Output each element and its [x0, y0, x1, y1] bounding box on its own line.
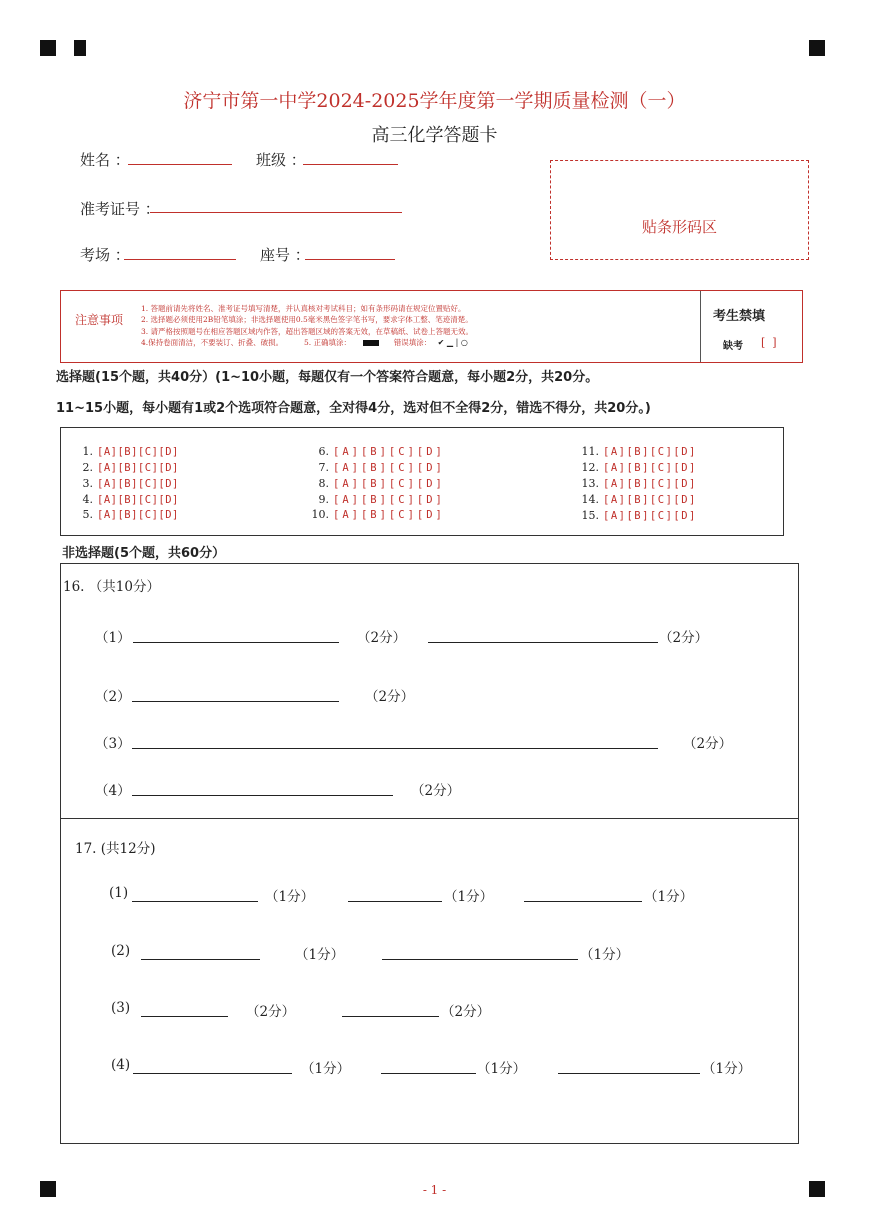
question-number: 4.	[82, 493, 93, 506]
q16-part-2-answer[interactable]	[132, 701, 339, 702]
q17-part-2-answer-b[interactable]	[382, 959, 578, 960]
q17-part-1-answer-c[interactable]	[524, 901, 642, 902]
notice-list	[141, 303, 701, 348]
correct-fill-sample	[363, 340, 379, 346]
name-field[interactable]	[128, 164, 232, 165]
choice-row[interactable]	[301, 490, 445, 506]
q16-part-1-score-b: （2分）	[659, 630, 709, 646]
choice-section-title: 选择题(15个题，共40分）(1~10小题，每题仅有一个答案符合题意，每小题2分，共20分。	[56, 370, 599, 385]
registration-mark-top-left-1	[40, 40, 56, 56]
q16-part-3-answer[interactable]	[132, 748, 658, 749]
q16-part-1-answer-b[interactable]	[428, 642, 658, 643]
wrong-fill-marks: ✔ ▁ | ○	[437, 337, 468, 347]
class-field[interactable]	[303, 164, 398, 165]
absent-label: 缺考	[723, 341, 743, 352]
q17-part-1-answer-b[interactable]	[348, 901, 442, 902]
choice-row[interactable]	[573, 506, 697, 522]
q17-part-3-score-b: （2分）	[441, 1004, 491, 1020]
q17-part-3-answer-a[interactable]	[141, 1016, 228, 1017]
page-number: - 1 -	[422, 1183, 447, 1197]
q16-part-1-answer-a[interactable]	[133, 642, 339, 643]
q16-part-3-score: （2分）	[683, 736, 733, 752]
choice-options[interactable]: [A][B][C][D]	[603, 478, 697, 490]
q16-part-4-label: （4）	[95, 783, 131, 799]
choice-row[interactable]	[61, 490, 179, 506]
page-title: 济宁市第一中学2024-2025学年度第一学期质量检测（一）	[183, 90, 686, 112]
choice-row[interactable]	[573, 490, 697, 506]
choice-row[interactable]	[573, 442, 697, 458]
q16-part-2-label: （2）	[95, 689, 131, 705]
notice-item-2: 2. 选择题必须使用2B铅笔填涂；非选择题使用0.5毫米黑色签字笔书写，要求字体工整、笔迹清楚。	[141, 315, 473, 325]
choice-options[interactable]: [A][B][C][D]	[333, 478, 445, 490]
question-number: 6.	[318, 445, 329, 458]
question-16-box	[60, 563, 799, 819]
q16-part-1-score-a: （2分）	[357, 630, 407, 646]
choice-grid	[60, 427, 784, 536]
choice-section-rule: 11~15小题，每小题有1或2个选项符合题意，全对得4分，选对但不全得2分，错选不得分，共20分。)	[56, 401, 651, 416]
choice-options[interactable]: [A][B][C][D]	[603, 494, 697, 506]
choice-options[interactable]: [A][B][C][D]	[333, 462, 445, 474]
notice-box	[60, 290, 803, 363]
notice-item-3: 3. 请严格按照题号在相应答题区域内作答，超出答题区域的答案无效，在草稿纸、试卷上答题无效。	[141, 326, 474, 336]
notice-item-5: 5. 正确填涂：	[303, 337, 351, 347]
choice-options[interactable]: [A][B][C][D]	[97, 494, 179, 506]
exam-room-label: 考场 ：	[80, 246, 130, 264]
barcode-area	[550, 160, 809, 260]
ticket-label: 准考证号 ：	[80, 200, 160, 218]
absent-checkbox[interactable]: [ ]	[761, 336, 777, 349]
question-number: 8.	[318, 477, 329, 490]
registration-mark-top-right	[809, 40, 825, 56]
choice-row[interactable]	[301, 442, 445, 458]
notice-item-4-row	[141, 337, 701, 348]
q17-part-1-answer-a[interactable]	[132, 901, 258, 902]
q17-part-2-answer-a[interactable]	[141, 959, 260, 960]
choice-options[interactable]: [A][B][C][D]	[97, 446, 179, 458]
choice-options[interactable]: [A][B][C][D]	[97, 509, 179, 521]
notice-heading: 注意事项	[75, 313, 124, 327]
choice-options[interactable]: [A][B][C][D]	[333, 494, 445, 506]
barcode-label: 贴条形码区	[641, 218, 717, 236]
class-label: 班级 ：	[256, 151, 306, 169]
notice-item-4: 4.保持卷面清洁，不要装订、折叠、破损。	[141, 337, 284, 347]
q17-part-2-score-b: （1分）	[580, 947, 630, 963]
q17-part-3-label: (3)	[111, 1000, 131, 1016]
q17-part-3-answer-b[interactable]	[342, 1016, 439, 1017]
q16-part-4-answer[interactable]	[132, 795, 393, 796]
q16-part-3-label: （3）	[95, 736, 131, 752]
forbidden-title: 考生禁填	[713, 309, 766, 324]
exam-room-field[interactable]	[124, 259, 236, 260]
question-number: 1.	[82, 445, 93, 458]
q17-part-2-score-a: （1分）	[295, 947, 345, 963]
q17-part-4-label: (4)	[111, 1057, 131, 1073]
choice-row[interactable]	[301, 458, 445, 474]
choice-options[interactable]: [A][B][C][D]	[97, 462, 179, 474]
q17-part-1-score-a: （1分）	[265, 889, 315, 905]
q17-part-1-score-b: （1分）	[444, 889, 494, 905]
question-number: 13.	[581, 477, 599, 490]
question-number: 11.	[581, 445, 599, 458]
q16-part-4-score: （2分）	[411, 783, 461, 799]
q17-part-4-answer-b[interactable]	[381, 1073, 476, 1074]
question-number: 12.	[581, 461, 599, 474]
question-17-title: 17. (共12分)	[75, 841, 156, 857]
page-subtitle: 高三化学答题卡	[371, 125, 498, 146]
choice-options[interactable]: [A][B][C][D]	[603, 446, 697, 458]
choice-options[interactable]: [A][B][C][D]	[97, 478, 179, 490]
q17-part-4-answer-a[interactable]	[133, 1073, 292, 1074]
choice-row[interactable]	[61, 474, 179, 490]
q17-part-3-score-a: （2分）	[246, 1004, 296, 1020]
choice-row[interactable]	[573, 458, 697, 474]
q17-part-1-score-c: （1分）	[644, 889, 694, 905]
choice-options[interactable]: [A][B][C][D]	[333, 446, 445, 458]
choice-row[interactable]	[61, 442, 179, 458]
choice-options[interactable]: [A][B][C][D]	[603, 510, 697, 522]
question-number: 15.	[581, 509, 599, 522]
choice-row[interactable]	[301, 474, 445, 490]
question-number: 14.	[581, 493, 599, 506]
q16-part-1-label: （1）	[95, 630, 131, 646]
choice-row[interactable]	[573, 474, 697, 490]
ticket-number-field[interactable]	[150, 212, 402, 213]
choice-options[interactable]: [A][B][C][D]	[333, 509, 445, 521]
name-label: 姓名 ：	[80, 151, 130, 169]
question-number: 9.	[318, 493, 329, 506]
wrong-fill-label: 错误填涂：	[393, 337, 432, 347]
q17-part-2-label: (2)	[111, 943, 131, 959]
question-number: 3.	[82, 477, 93, 490]
q17-part-4-score-b: （1分）	[477, 1061, 527, 1077]
registration-mark-top-left-2	[74, 40, 86, 56]
question-17-box	[60, 818, 799, 1144]
q17-part-4-score-a: （1分）	[301, 1061, 351, 1077]
question-number: 10.	[311, 508, 329, 521]
q17-part-4-answer-c[interactable]	[558, 1073, 700, 1074]
notice-item-1: 1. 答题前请先将姓名、准考证号填写清楚，并认真核对考试科目；如有条形码请在规定位置贴好。	[141, 304, 466, 313]
choice-options[interactable]: [A][B][C][D]	[603, 462, 697, 474]
question-number: 7.	[318, 461, 329, 474]
seat-label: 座号 ：	[260, 246, 310, 264]
q17-part-1-label: (1)	[109, 885, 129, 901]
choice-row[interactable]	[301, 505, 445, 521]
q17-part-4-score-c: （1分）	[702, 1061, 752, 1077]
question-number: 2.	[82, 461, 93, 474]
q16-part-2-score: （2分）	[365, 689, 415, 705]
nonchoice-section-title: 非选择题(5个题，共60分）	[62, 546, 226, 561]
choice-row[interactable]	[61, 505, 179, 521]
choice-row[interactable]	[61, 458, 179, 474]
question-number: 5.	[82, 508, 93, 521]
seat-field[interactable]	[305, 259, 395, 260]
notice-divider	[700, 291, 701, 362]
question-16-title: 16. （共10分）	[63, 579, 160, 595]
